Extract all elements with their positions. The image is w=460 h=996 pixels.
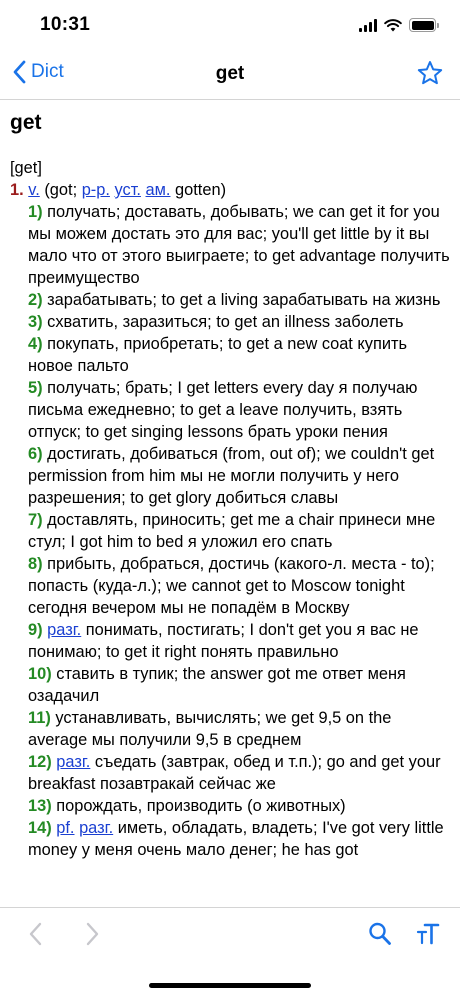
sense-item [10, 817, 450, 861]
sense-item [10, 377, 450, 443]
sense-text: покупать, приобретать; to get a new coat купить новое пальто [28, 335, 408, 375]
sense-number: 8) [28, 555, 43, 573]
sense-text: понимать, постигать; I don't get you я вас не понимаю; to get it right понять правильно [28, 621, 419, 661]
label-link-pr[interactable]: p-p. [81, 181, 110, 199]
prev-arrow-icon [28, 921, 44, 947]
status-time: 10:31 [40, 14, 91, 35]
sense-text: прибыть, добраться, достичь (какого-л. места - to); попасть (куда-л.); we cannot get to Moscow tonight сегодня вечером мы не попадём в Москву [28, 555, 435, 617]
status-icons [359, 15, 436, 35]
sense-number: 3) [28, 313, 43, 331]
usage-label-link[interactable]: разг. [47, 621, 82, 639]
sense-text: порождать, производить (о животных) [51, 797, 346, 815]
sense-text: схватить, заразиться; to get an illness заболеть [42, 313, 404, 331]
sense-number: 13) [28, 797, 52, 815]
sense-text: ставить в тупик; the answer got me ответ меня озадачил [28, 665, 406, 705]
bottom-toolbar [0, 907, 460, 959]
text-size-icon [416, 921, 440, 947]
sense-item [10, 795, 450, 817]
usage-label-link[interactable]: pf. [56, 819, 75, 837]
previous-button[interactable] [28, 921, 44, 952]
status-bar [0, 0, 460, 48]
sense-text: получать; брать; I get letters every day я получаю письма ежедневно; to get a leave получить, взять отпуск; to get singing lessons брать уроки пения [28, 379, 418, 441]
home-indicator [149, 983, 311, 988]
sense-item [10, 311, 450, 333]
sense-item [10, 751, 450, 795]
sense-number: 2) [28, 291, 43, 309]
back-button-label: Dict [31, 61, 64, 82]
sense-number: 10) [28, 665, 52, 683]
sense-number: 7) [28, 511, 43, 529]
search-icon [368, 921, 392, 947]
sense-item [10, 443, 450, 509]
sense-text: достигать, добиваться (from, out of); we couldn't get permission from him мы не могли получить у него разрешения; to get glory добиться славы [28, 445, 435, 507]
part-of-speech-line [10, 179, 450, 201]
label-link-ust[interactable]: уст. [114, 181, 141, 199]
sense-item [10, 619, 450, 663]
transcription: [get] [10, 159, 42, 177]
sense-item [10, 663, 450, 707]
sense-number: 11) [28, 709, 51, 727]
sense-number: 5) [28, 379, 43, 397]
sense-item [10, 553, 450, 619]
dictionary-entry [0, 101, 460, 907]
next-button[interactable] [84, 921, 100, 952]
sense-item [10, 333, 450, 377]
cellular-signal-icon [359, 19, 377, 32]
sense-text: доставлять, приносить; get me a chair принеси мне стул; I got him to bed я уложил его спать [28, 511, 436, 551]
sense-number: 4) [28, 335, 43, 353]
sense-item [10, 509, 450, 553]
pos-open: (got; [39, 181, 82, 199]
headword: get [10, 111, 42, 134]
pos-number: 1. [10, 181, 24, 199]
usage-label-link[interactable]: разг. [79, 819, 114, 837]
sense-text: зарабатывать; to get a living зарабатывать на жизнь [42, 291, 441, 309]
sense-text: иметь, обладать, владеть; I've got very little money у меня очень мало денег; he has got [28, 819, 444, 859]
senses-list [10, 201, 450, 861]
sense-item [10, 707, 450, 751]
favorite-button[interactable] [417, 60, 443, 91]
pos-close: gotten) [170, 181, 227, 199]
pos-link[interactable]: v. [28, 181, 40, 199]
sense-text: устанавливать, вычислять; we get 9,5 on the average мы получили 9,5 в среднем [28, 709, 392, 749]
usage-label-link[interactable]: разг. [56, 753, 91, 771]
page-title: get [215, 63, 245, 84]
sense-number: 12) [28, 753, 52, 771]
sense-item [10, 201, 450, 289]
search-button[interactable] [368, 921, 392, 952]
battery-icon [409, 18, 436, 32]
sense-text: получать; доставать, добывать; we can get it for you мы можем достать это для вас; you'll get little by it вы мало что от этого выиграете; to get advantage получить преимущество [28, 203, 450, 287]
sense-number: 14) [28, 819, 52, 837]
sense-text: съедать (завтрак, обед и т.п.); go and get your breakfast позавтракай сейчас же [28, 753, 441, 793]
label-link-am[interactable]: ам. [145, 181, 171, 199]
sense-number: 1) [28, 203, 43, 221]
sense-number: 9) [28, 621, 43, 639]
entry-body [10, 157, 450, 861]
sense-number: 6) [28, 445, 43, 463]
sense-item [10, 289, 450, 311]
next-arrow-icon [84, 921, 100, 947]
wifi-icon [384, 18, 402, 32]
navigation-bar [0, 48, 460, 100]
star-icon [417, 60, 443, 86]
text-size-button[interactable] [416, 921, 440, 952]
